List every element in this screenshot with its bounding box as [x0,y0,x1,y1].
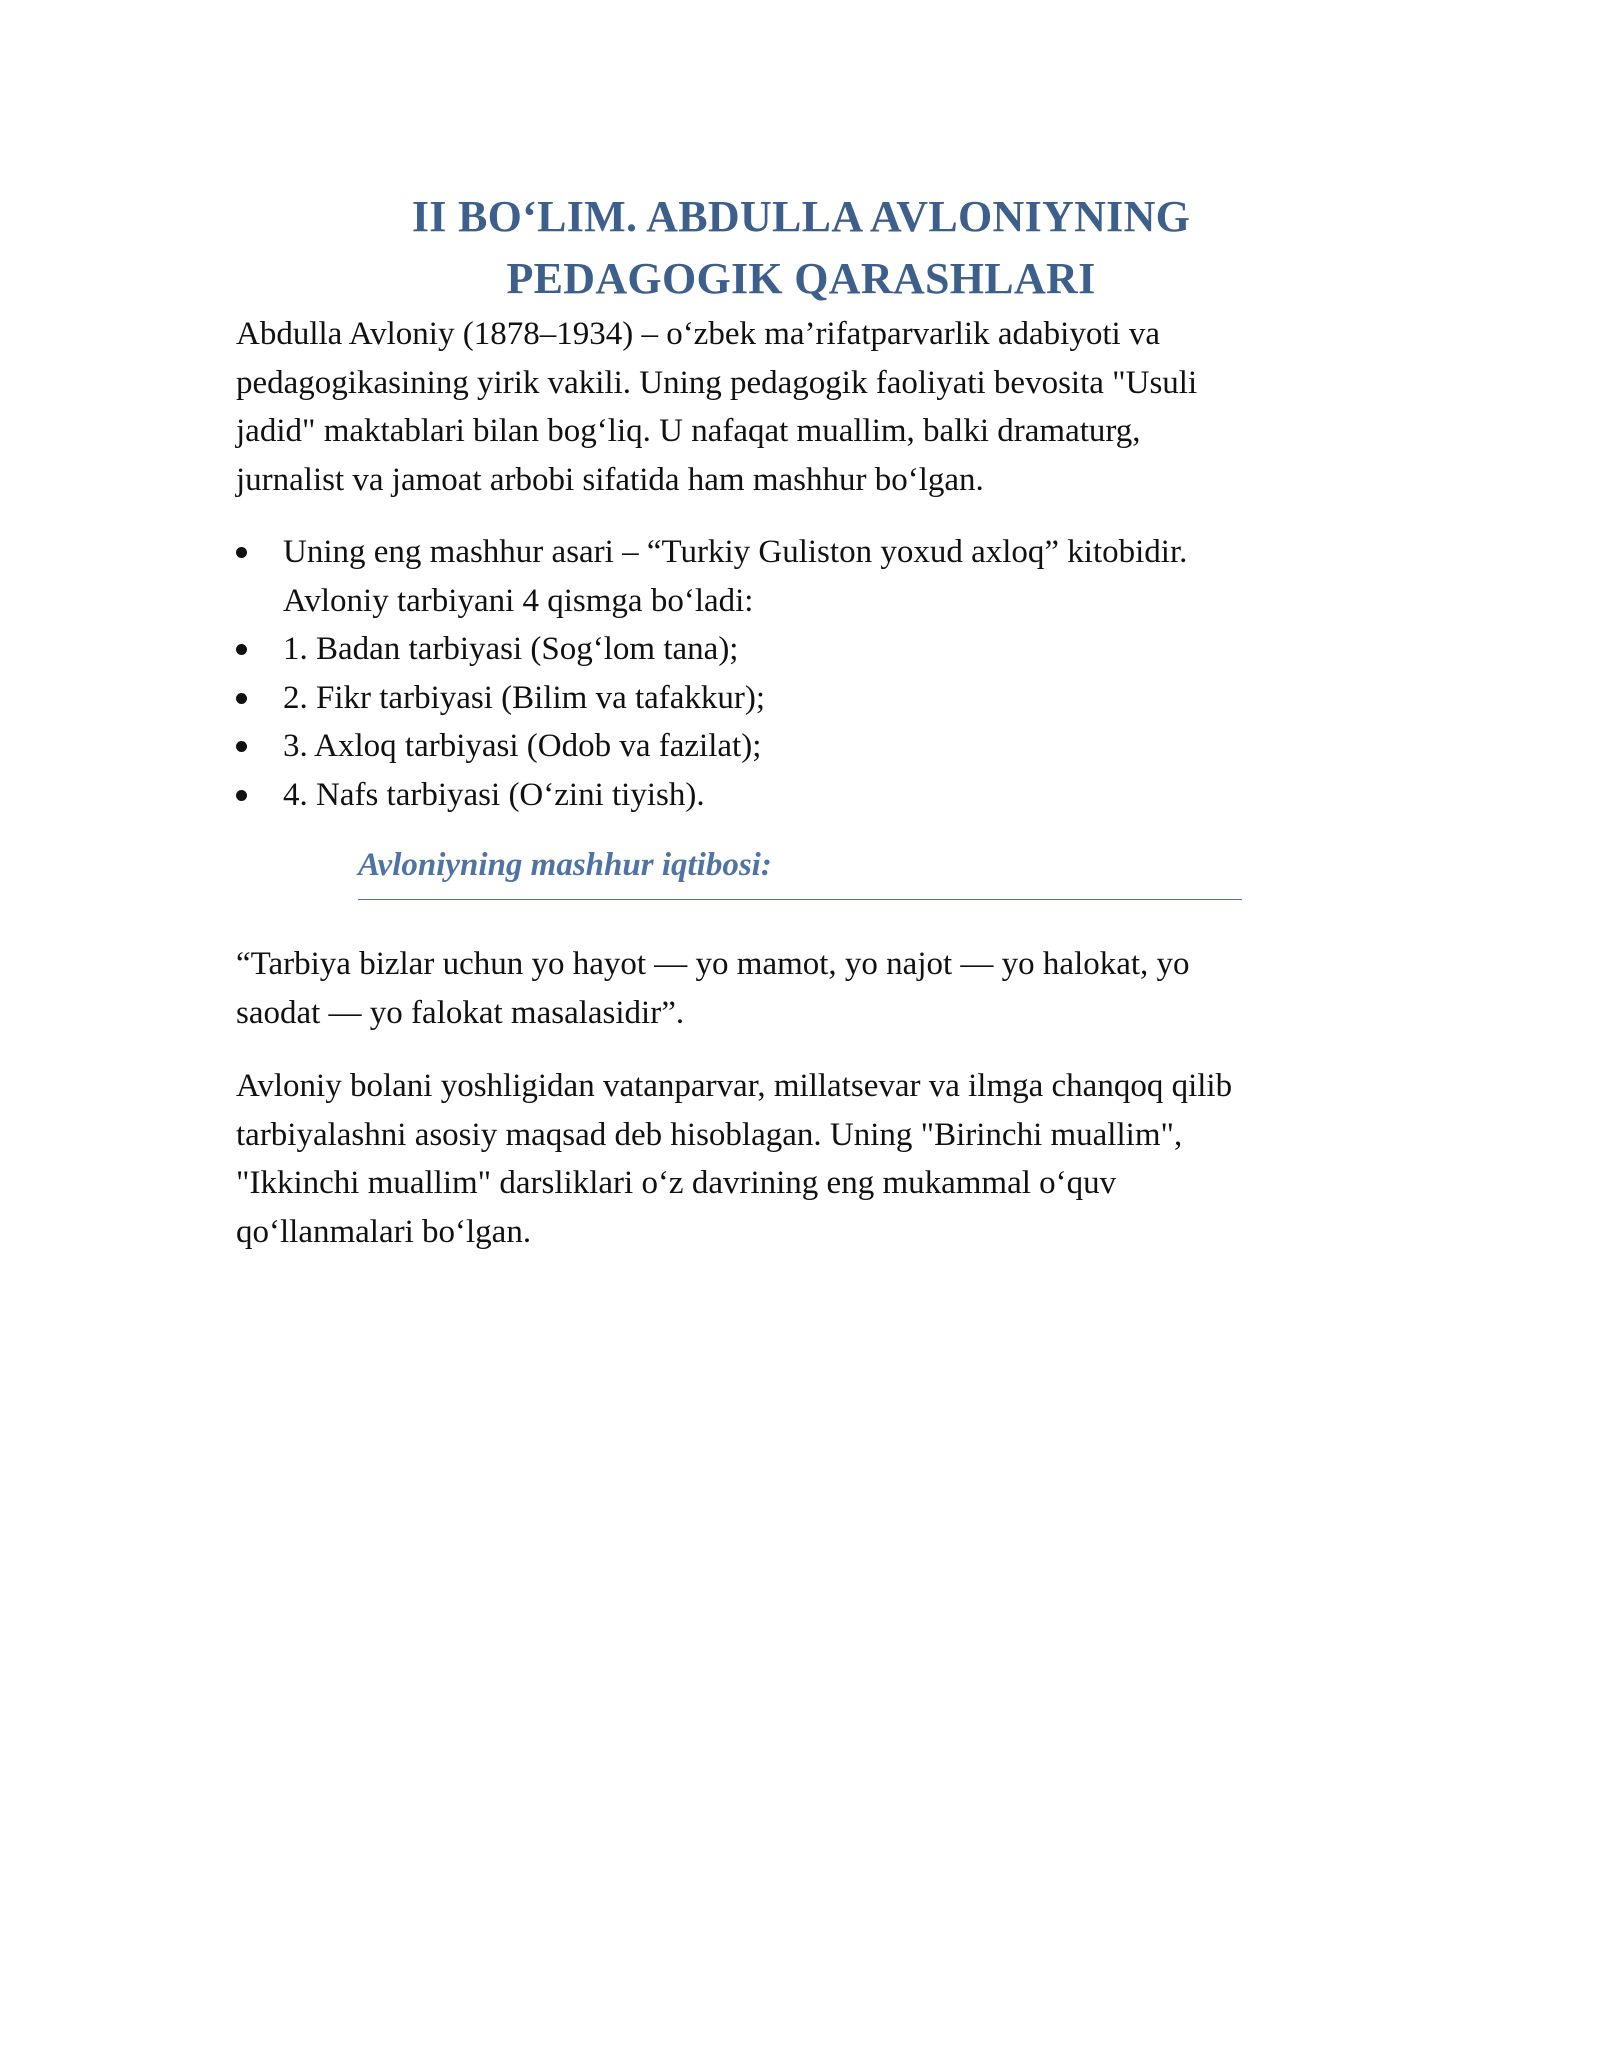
list-item [236,625,1366,674]
page-content [236,186,1366,1256]
text-line: Abdulla Avloniy (1878–1934) – o‘zbek ma’rifatparvarlik adabiyoti va [236,316,1161,352]
list-item [236,528,1366,625]
list-item-text: Uning eng mashhur asari – “Turkiy Guliston yoxud axloq” kitobidir. [283,534,1188,570]
text-line: saodat — yo falokat masalasidir”. [236,994,685,1031]
bullet-dot-icon [236,547,247,558]
text-line: jadid" maktablari bilan bog‘liq. U nafaqat muallim, balki dramaturg, [236,413,1141,449]
list-item [236,771,1366,820]
closing-paragraph [236,1062,1366,1256]
bullet-list [236,528,1366,819]
bullet-dot-icon [236,644,247,655]
text-line: qo‘llanmalari bo‘lgan. [236,1213,532,1250]
text-line: “Tarbiya bizlar uchun yo hayot — yo mamot, yo najot — yo halokat, yo [236,946,1190,982]
list-item-text: 1. Badan tarbiyasi (Sog‘lom tana); [283,631,739,667]
text-line: Avloniy bolani yoshligidan vatanparvar, millatsevar va ilmga chanqoq qilib [236,1068,1233,1104]
list-item-text: 2. Fikr tarbiyasi (Bilim va tafakkur); [283,679,766,716]
list-item-text: Avloniy tarbiyani 4 qismga bo‘ladi: [283,582,754,619]
text-line: "Ikkinchi muallim" darsliklari o‘z davrining eng mukammal o‘quv [236,1165,1117,1201]
list-item-text: 4. Nafs tarbiyasi (O‘zini tiyish). [283,776,705,813]
quote-heading: Avloniyning mashhur iqtibosi: [358,841,1242,900]
page-title [236,186,1366,310]
title-line: II BO‘LIM. ABDULLA AVLONIYNING [411,192,1191,241]
list-item [236,674,1366,723]
text-line: tarbiyalashni asosiy maqsad deb hisoblagan. Uning "Birinchi muallim", [236,1116,1183,1153]
list-item [236,722,1366,771]
bullet-dot-icon [236,693,247,704]
title-line: PEDAGOGIK QARASHLARI [506,254,1096,303]
bullet-dot-icon [236,790,247,801]
list-item-text: 3. Axloq tarbiyasi (Odob va fazilat); [283,728,762,764]
intro-paragraph [236,310,1366,504]
text-line: jurnalist va jamoat arbobi sifatida ham mashhur bo‘lgan. [236,461,984,498]
quote-paragraph [236,940,1366,1037]
bullet-dot-icon [236,741,247,752]
text-line: pedagogikasining yirik vakili. Uning pedagogik faoliyati bevosita "Usuli [236,364,1198,401]
